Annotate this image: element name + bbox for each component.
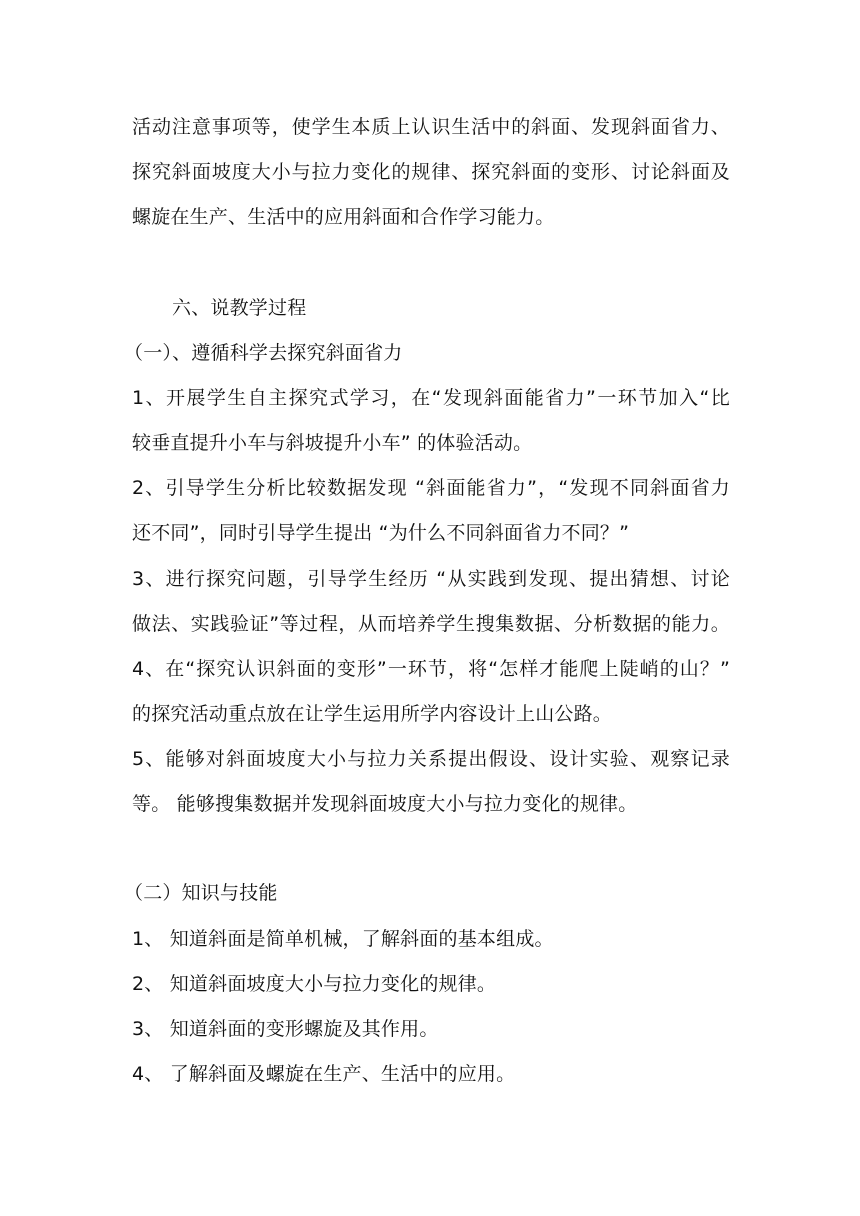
skill-line: 2、 知道斜面坡度大小与拉力变化的规律。 [132,973,497,995]
process-line: 做法、实践验证”等过程，从而培养学生搜集数据、分析数据的能力。 [132,613,730,635]
process-line: 4、在“探究认识斜面的变形”一环节，将“怎样才能爬上陡峭的山？” [132,658,730,680]
process-line: 较垂直提升小车与斜坡提升小车” 的体验活动。 [132,432,533,454]
process-line: 1、开展学生自主探究式学习，在“发现斜面能省力”一环节加入“比 [132,387,730,409]
process-line: 还不同”，同时引导学生提出 “为什么不同斜面省力不同？” [132,522,630,544]
process-line: 3、进行探究问题，引导学生经历 “从实践到发现、提出猜想、讨论 [132,568,730,590]
process-line: 5、能够对斜面坡度大小与拉力关系提出假设、设计实验、观察记录 [132,748,730,770]
process-line: 等。 能够搜集数据并发现斜面坡度大小与拉力变化的规律。 [132,793,638,815]
intro-line: 探究斜面坡度大小与拉力变化的规律、探究斜面的变形、讨论斜面及 [132,161,730,183]
subsection-heading: （二）知识与技能 [124,882,278,904]
skill-line: 3、 知道斜面的变形螺旋及其作用。 [132,1018,439,1040]
skill-line: 4、 了解斜面及螺旋在生产、生活中的应用。 [132,1063,516,1085]
section-heading: 六、说教学过程 [172,297,307,319]
intro-line: 螺旋在生产、生活中的应用斜面和合作学习能力。 [132,206,555,228]
process-line: 的探究活动重点放在让学生运用所学内容设计上山公路。 [132,703,613,725]
skill-line: 1、 知道斜面是简单机械，了解斜面的基本组成。 [132,928,554,950]
intro-line: 活动注意事项等，使学生本质上认识生活中的斜面、发现斜面省力、 [132,116,730,138]
subsection-heading: （一）、遵循科学去探究斜面省力 [124,342,403,364]
process-line: 2、引导学生分析比较数据发现 “斜面能省力”，“发现不同斜面省力 [132,477,730,499]
